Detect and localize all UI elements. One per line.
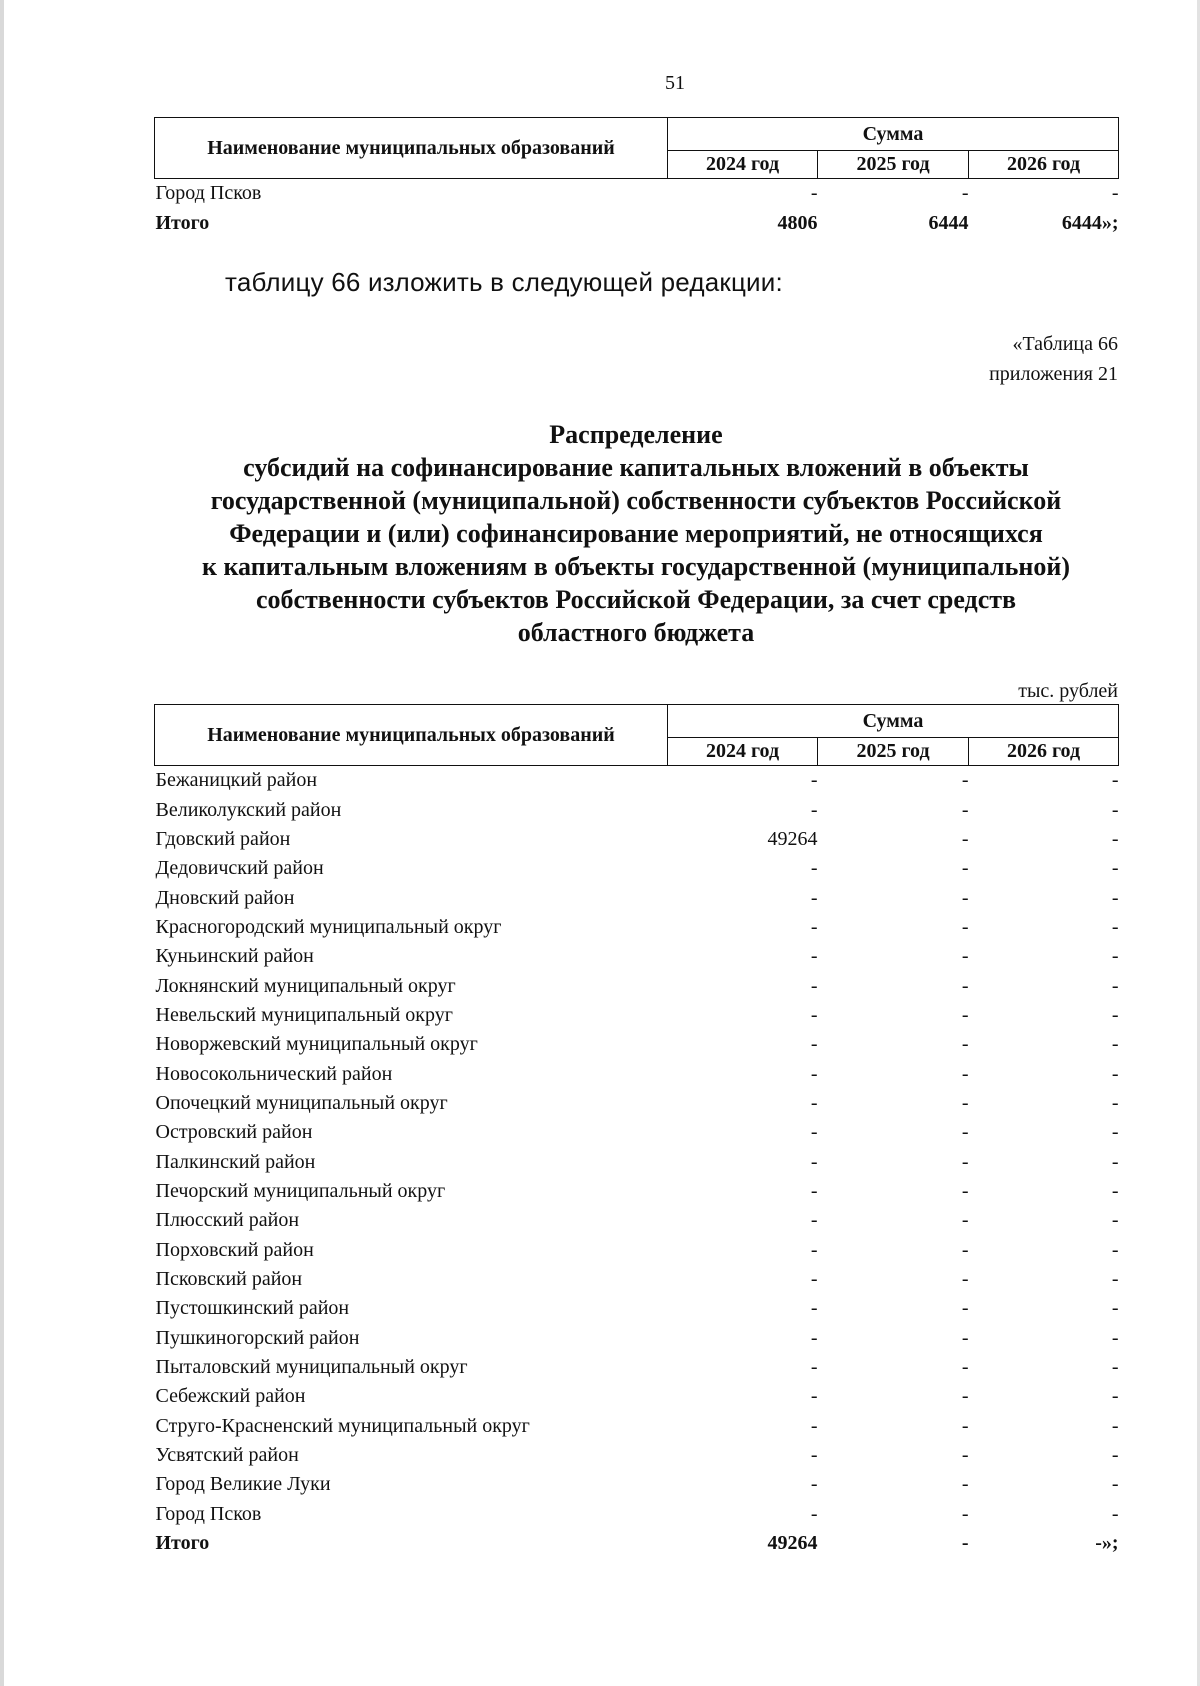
value-2024: - bbox=[810, 1502, 818, 1525]
municipality-name: Порховский район bbox=[155, 1238, 314, 1261]
value-2025: - bbox=[961, 1033, 969, 1056]
title-line: к капитальным вложениям в объекты государственной (муниципальной) bbox=[201, 552, 1071, 581]
value-2026: - bbox=[1111, 1033, 1119, 1056]
value-2026: - bbox=[1111, 1179, 1119, 1202]
column-header-year: 2026 год bbox=[969, 151, 1119, 179]
value-2024: - bbox=[810, 945, 818, 968]
scan-edge-left bbox=[0, 0, 4, 1686]
table-row bbox=[155, 1118, 1119, 1147]
value-2026: - bbox=[1111, 827, 1119, 850]
total-2024: 49264 bbox=[767, 1532, 818, 1555]
value-2024: - bbox=[810, 974, 818, 997]
table-row bbox=[155, 1500, 1119, 1529]
value-2025: - bbox=[961, 769, 969, 792]
document-title bbox=[154, 418, 1118, 649]
title-line: областного бюджета bbox=[517, 618, 755, 647]
table-row bbox=[155, 1265, 1119, 1294]
value-2024: - bbox=[810, 1268, 818, 1291]
value-2024: - bbox=[810, 1238, 818, 1261]
municipality-name: Невельский муниципальный округ bbox=[155, 1003, 453, 1026]
value-2026: - bbox=[1111, 915, 1119, 938]
value-2026: - bbox=[1111, 1268, 1119, 1291]
municipality-name: Пустошкинский район bbox=[155, 1297, 350, 1320]
value-2025: - bbox=[961, 1150, 969, 1173]
municipality-name: Палкинский район bbox=[155, 1150, 316, 1173]
total-row bbox=[155, 208, 1119, 237]
previous-table bbox=[154, 117, 1119, 238]
value-2025: - bbox=[961, 1385, 969, 1408]
value-2024: - bbox=[810, 1209, 818, 1232]
total-row bbox=[155, 1529, 1119, 1558]
value-2026: - bbox=[1111, 1209, 1119, 1232]
table-row bbox=[155, 913, 1119, 942]
municipality-name: Новоржевский муниципальный округ bbox=[155, 1033, 478, 1056]
column-header-year: 2025 год bbox=[818, 151, 969, 179]
value-2024: - bbox=[810, 1033, 818, 1056]
value-2024: - bbox=[810, 798, 818, 821]
column-header-sum: Сумма bbox=[668, 705, 1119, 738]
value-2024: - bbox=[810, 1062, 818, 1085]
municipality-name: Красногородский муниципальный округ bbox=[155, 915, 502, 938]
value-2024: - bbox=[810, 886, 818, 909]
municipality-name: Псковский район bbox=[155, 1268, 303, 1291]
value-2026: - bbox=[1111, 1238, 1119, 1261]
table-row bbox=[155, 1324, 1119, 1353]
municipality-name: Печорский муниципальный округ bbox=[155, 1179, 446, 1202]
municipality-name: Дедовичский район bbox=[155, 857, 324, 880]
value-2026: - bbox=[1111, 182, 1119, 205]
municipality-name: Пыталовский муниципальный округ bbox=[155, 1356, 468, 1379]
value-2026: - bbox=[1111, 769, 1119, 792]
municipality-name: Новосокольнический район bbox=[155, 1062, 393, 1085]
value-2026: - bbox=[1111, 1150, 1119, 1173]
table-row bbox=[155, 1059, 1119, 1088]
value-2025: - bbox=[961, 945, 969, 968]
value-2026: - bbox=[1111, 1414, 1119, 1437]
value-2025: - bbox=[961, 827, 969, 850]
value-2024: - bbox=[810, 1444, 818, 1467]
value-2025: - bbox=[961, 1356, 969, 1379]
value-2024: - bbox=[810, 1121, 818, 1144]
municipality-name: Плюсский район bbox=[155, 1209, 300, 1232]
value-2025: - bbox=[961, 915, 969, 938]
table-row bbox=[155, 795, 1119, 824]
value-2026: - bbox=[1111, 1444, 1119, 1467]
total-2025: 6444 bbox=[928, 211, 969, 234]
column-header-year: 2025 год bbox=[818, 738, 969, 766]
value-2026: - bbox=[1111, 1062, 1119, 1085]
value-2026: - bbox=[1111, 974, 1119, 997]
value-2025: - bbox=[961, 1414, 969, 1437]
value-2024: - bbox=[810, 1179, 818, 1202]
municipality-name: Опочецкий муниципальный округ bbox=[155, 1091, 448, 1114]
title-line: Федерации и (или) софинансирование мероприятий, не относящихся bbox=[229, 519, 1043, 548]
value-2026: - bbox=[1111, 1356, 1119, 1379]
table-row bbox=[155, 971, 1119, 1000]
column-header-year: 2024 год bbox=[668, 151, 818, 179]
value-2025: - bbox=[961, 1179, 969, 1202]
table-row bbox=[155, 1412, 1119, 1441]
table-ref-number: «Таблица 66 bbox=[1012, 333, 1118, 355]
column-header-year: 2026 год bbox=[969, 738, 1119, 766]
table-row bbox=[155, 825, 1119, 854]
value-2025: - bbox=[961, 1091, 969, 1114]
municipality-name: Дновский район bbox=[155, 886, 295, 909]
title-line: субсидий на софинансирование капитальных вложений в объекты bbox=[243, 453, 1029, 482]
table-row bbox=[155, 883, 1119, 912]
value-2025: - bbox=[961, 182, 969, 205]
municipality-name: Город Псков bbox=[155, 1502, 262, 1525]
total-2024: 4806 bbox=[777, 211, 818, 234]
municipality-name: Усвятский район bbox=[155, 1444, 299, 1467]
value-2026: - bbox=[1111, 1003, 1119, 1026]
value-2024: - bbox=[810, 1385, 818, 1408]
value-2025: - bbox=[961, 974, 969, 997]
value-2026: - bbox=[1111, 1385, 1119, 1408]
table-row bbox=[155, 766, 1119, 796]
value-2025: - bbox=[961, 1209, 969, 1232]
column-header-name: Наименование муниципальных образований bbox=[155, 118, 668, 179]
value-2026: - bbox=[1111, 1297, 1119, 1320]
value-2025: - bbox=[961, 798, 969, 821]
value-2025: - bbox=[961, 1121, 969, 1144]
municipality-name: Себежский район bbox=[155, 1385, 306, 1408]
value-2025: - bbox=[961, 857, 969, 880]
value-2026: - bbox=[1111, 1091, 1119, 1114]
value-2024: - bbox=[810, 1297, 818, 1320]
table-row bbox=[155, 1382, 1119, 1411]
table-row bbox=[155, 1353, 1119, 1382]
value-2024: - bbox=[810, 1414, 818, 1437]
table-row bbox=[155, 1294, 1119, 1323]
table-row bbox=[155, 1441, 1119, 1470]
table-row bbox=[155, 1089, 1119, 1118]
title-line: государственной (муниципальной) собственности субъектов Российской bbox=[210, 486, 1062, 515]
value-2025: - bbox=[961, 1238, 969, 1261]
total-2026: -»; bbox=[1095, 1532, 1119, 1555]
table-row bbox=[155, 1147, 1119, 1176]
page-number: 51 bbox=[665, 72, 685, 94]
title-line: собственности субъектов Российской Федерации, за счет средств bbox=[255, 585, 1017, 614]
municipality-name: Струго-Красненский муниципальный округ bbox=[155, 1414, 530, 1437]
value-2024: - bbox=[810, 1356, 818, 1379]
value-2024: 49264 bbox=[767, 827, 818, 850]
value-2024: - bbox=[810, 769, 818, 792]
value-2024: - bbox=[810, 182, 818, 205]
title-line: Распределение bbox=[549, 420, 723, 449]
value-2026: - bbox=[1111, 1502, 1119, 1525]
value-2024: - bbox=[810, 1003, 818, 1026]
municipality-name: Гдовский район bbox=[155, 827, 291, 850]
value-2026: - bbox=[1111, 1121, 1119, 1144]
column-header-name: Наименование муниципальных образований bbox=[155, 705, 668, 766]
instruction-text: таблицу 66 изложить в следующей редакции: bbox=[225, 267, 783, 297]
value-2025: - bbox=[961, 1297, 969, 1320]
value-2025: - bbox=[961, 1003, 969, 1026]
table-row bbox=[155, 1030, 1119, 1059]
value-2026: - bbox=[1111, 945, 1119, 968]
value-2025: - bbox=[961, 1502, 969, 1525]
table-row bbox=[155, 942, 1119, 971]
value-2024: - bbox=[810, 1473, 818, 1496]
total-2025: - bbox=[961, 1532, 969, 1555]
value-2024: - bbox=[810, 1326, 818, 1349]
value-2026: - bbox=[1111, 1326, 1119, 1349]
table-row bbox=[155, 1470, 1119, 1499]
table-row bbox=[155, 1206, 1119, 1235]
column-header-year: 2024 год bbox=[668, 738, 818, 766]
table-ref-appendix: приложения 21 bbox=[989, 363, 1118, 385]
value-2024: - bbox=[810, 1091, 818, 1114]
table-row bbox=[155, 854, 1119, 883]
value-2026: - bbox=[1111, 857, 1119, 880]
value-2025: - bbox=[961, 1326, 969, 1349]
distribution-table bbox=[154, 704, 1119, 1558]
value-2026: - bbox=[1111, 798, 1119, 821]
value-2025: - bbox=[961, 1268, 969, 1291]
table-row bbox=[155, 1236, 1119, 1265]
total-2026: 6444»; bbox=[1061, 211, 1119, 234]
value-2024: - bbox=[810, 1150, 818, 1173]
table-row bbox=[155, 179, 1119, 209]
value-2026: - bbox=[1111, 1473, 1119, 1496]
total-label: Итого bbox=[155, 1532, 210, 1555]
table-row bbox=[155, 1001, 1119, 1030]
municipality-name: Бежаницкий район bbox=[155, 769, 318, 792]
municipality-name: Город Великие Луки bbox=[155, 1473, 331, 1496]
column-header-sum: Сумма bbox=[668, 118, 1119, 151]
municipality-name: Пушкиногорский район bbox=[155, 1326, 360, 1349]
municipality-name: Островский район bbox=[155, 1121, 313, 1144]
value-2025: - bbox=[961, 1062, 969, 1085]
total-label: Итого bbox=[155, 211, 210, 234]
municipality-name: Великолукский район bbox=[155, 798, 342, 821]
municipality-name: Город Псков bbox=[155, 182, 262, 205]
municipality-name: Локнянский муниципальный округ bbox=[155, 974, 456, 997]
table-row bbox=[155, 1177, 1119, 1206]
value-2024: - bbox=[810, 857, 818, 880]
municipality-name: Куньинский район bbox=[155, 945, 314, 968]
value-2025: - bbox=[961, 1473, 969, 1496]
value-2025: - bbox=[961, 1444, 969, 1467]
value-2024: - bbox=[810, 915, 818, 938]
unit-label: тыс. рублей bbox=[1018, 680, 1118, 702]
value-2025: - bbox=[961, 886, 969, 909]
value-2026: - bbox=[1111, 886, 1119, 909]
